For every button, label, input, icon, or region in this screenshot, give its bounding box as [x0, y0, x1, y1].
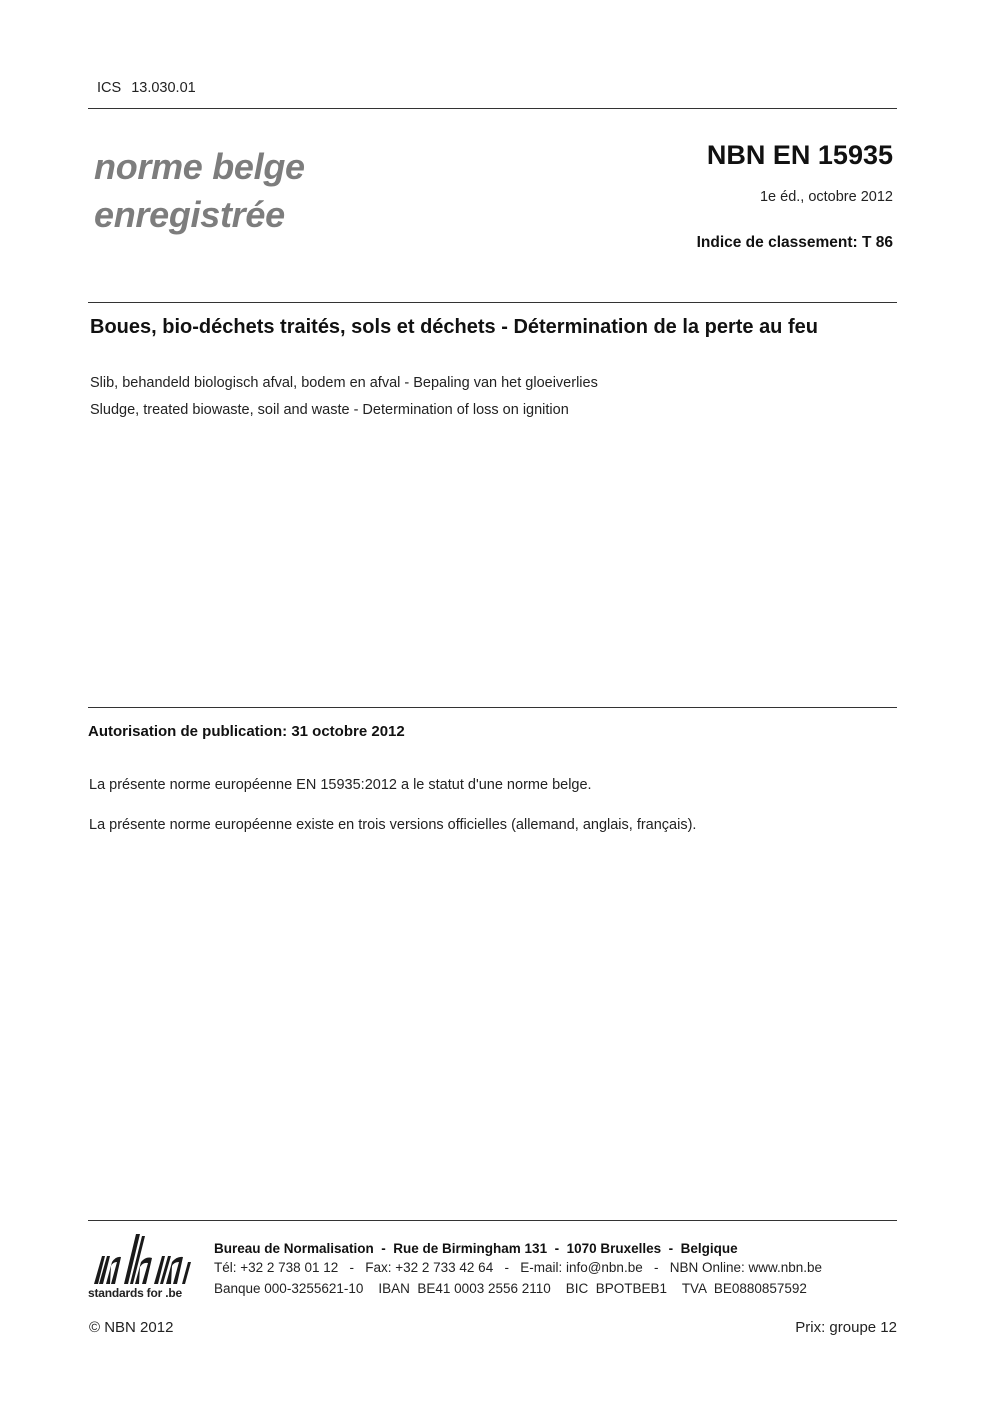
versions-paragraph: La présente norme européenne existe en trois versions officielles (allemand, anglais, français).	[89, 817, 697, 833]
standard-number: NBN EN 15935	[706, 140, 893, 170]
logo-tagline: standards for .be	[88, 1286, 182, 1300]
ics-code: ICS 13.030.01	[97, 80, 196, 96]
publication-authorisation: Autorisation de publication: 31 octobre 2012	[88, 723, 405, 740]
price-group: Prix: groupe 12	[795, 1319, 897, 1336]
status-paragraph: La présente norme européenne EN 15935:2012 a le statut d'une norme belge.	[89, 777, 592, 793]
title-english: Sludge, treated biowaste, soil and waste - Determination of loss on ignition	[90, 402, 569, 418]
norme-label	[94, 143, 305, 239]
title-rule	[88, 302, 897, 303]
header-rule	[88, 108, 897, 109]
title-french: Boues, bio-déchets traités, sols et déchets - Détermination de la perte au feu	[90, 316, 818, 338]
footer-contact: Tél: +32 2 738 01 12 - Fax: +32 2 733 42 64 - E-mail: info@nbn.be - NBN Online: www.nbn.be	[214, 1260, 823, 1275]
norme-line-1: norme belge	[94, 146, 305, 187]
body-rule	[88, 707, 897, 708]
edition-date: 1e éd., octobre 2012	[759, 189, 893, 205]
footer-bank: Banque 000-3255621-10 IBAN BE41 0003 2556 2110 BIC BPOTBEB1 TVA BE0880857592	[214, 1281, 807, 1296]
footer-address: Bureau de Normalisation - Rue de Birmingham 131 - 1070 Bruxelles - Belgique	[214, 1241, 738, 1256]
copyright: © NBN 2012	[89, 1319, 174, 1336]
title-dutch: Slib, behandeld biologisch afval, bodem en afval - Bepaling van het gloeiverlies	[90, 375, 598, 391]
classification-index: Indice de classement: T 86	[696, 234, 893, 251]
footer-rule	[88, 1220, 897, 1221]
norme-line-2: enregistrée	[94, 194, 285, 235]
